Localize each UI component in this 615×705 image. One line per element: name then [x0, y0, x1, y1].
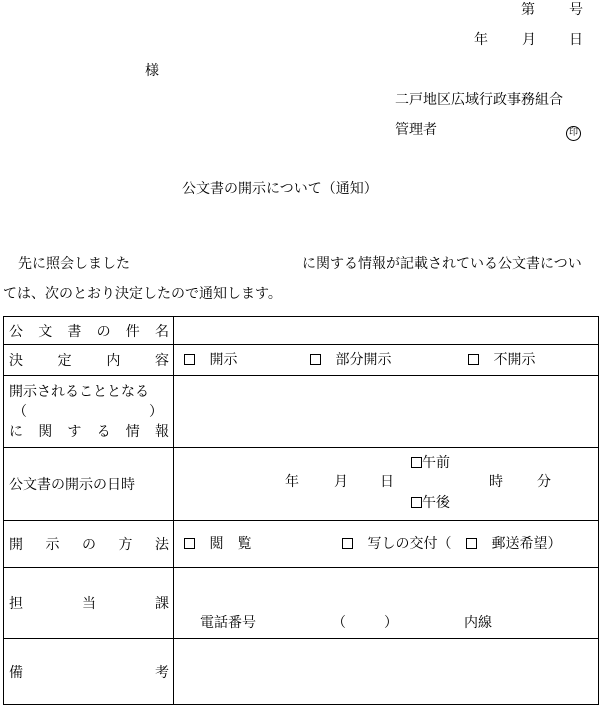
- info-label-line2: （ ）: [13, 403, 163, 420]
- row-datetime: [4, 448, 599, 521]
- value-remarks: [174, 639, 599, 705]
- org-name: 二戸地区広域行政事務組合: [395, 92, 563, 108]
- option-partial-disclose: 部分開示: [310, 351, 391, 369]
- am-checkbox[interactable]: [411, 457, 422, 468]
- datetime-hour: 時: [489, 474, 503, 490]
- label-info: [4, 376, 174, 448]
- seal-icon: 印: [566, 126, 581, 141]
- label-datetime: 公文書の開示の日時: [4, 448, 174, 521]
- phone-paren-open: （: [332, 615, 346, 631]
- mail-checkbox[interactable]: [466, 538, 477, 549]
- notice-title: 公文書の開示について（通知）: [182, 181, 378, 197]
- row-section: [4, 568, 599, 639]
- label-document-name: 公 文 書 の 件 名: [4, 317, 174, 345]
- option-copy: 写しの交付（: [342, 535, 451, 553]
- seal-mark: [566, 122, 581, 141]
- extension-label: 内線: [464, 615, 492, 631]
- label-remarks: 備 考: [4, 639, 174, 705]
- disclosure-table: [3, 316, 599, 705]
- value-datetime: [174, 448, 599, 521]
- value-document-name: [174, 317, 599, 345]
- disclose-checkbox[interactable]: [184, 354, 195, 365]
- row-info: [4, 376, 599, 448]
- date-month-label: 月: [522, 32, 536, 48]
- option-mail: 郵送希望）: [466, 535, 561, 553]
- datetime-day: 日: [380, 474, 394, 490]
- non-disclose-checkbox[interactable]: [468, 354, 479, 365]
- partial-disclose-checkbox[interactable]: [310, 354, 321, 365]
- value-section: [174, 568, 599, 639]
- manager-label: 管理者: [395, 122, 437, 138]
- body-line1-b: に関する情報が記載されている公文書につい: [302, 256, 582, 272]
- pm-checkbox[interactable]: [411, 497, 422, 508]
- value-method: [174, 521, 599, 568]
- phone-label: 電話番号: [200, 615, 256, 631]
- copy-checkbox[interactable]: [342, 538, 353, 549]
- option-disclose: 開示: [184, 351, 237, 369]
- value-info: [174, 376, 599, 448]
- option-am: 午前: [411, 454, 450, 472]
- view-checkbox[interactable]: [184, 538, 195, 549]
- body-line1-a: 先に照会しました: [18, 256, 130, 272]
- datetime-minute: 分: [537, 474, 551, 490]
- datetime-year: 年: [285, 474, 299, 490]
- datetime-month: 月: [334, 474, 348, 490]
- row-remarks: [4, 639, 599, 705]
- phone-paren-close: ）: [384, 615, 398, 631]
- number-dai: 第: [521, 2, 535, 18]
- date-year-label: 年: [474, 32, 488, 48]
- row-method: [4, 521, 599, 568]
- label-section: 担 当 課: [4, 568, 174, 639]
- addressee-sama: 様: [145, 63, 159, 79]
- number-go: 号: [569, 2, 583, 18]
- info-label-line3: に 関 す る 情 報: [9, 423, 169, 440]
- row-decision: [4, 345, 599, 376]
- label-method: 開 示 の 方 法: [4, 521, 174, 568]
- row-document-name: [4, 317, 599, 345]
- option-pm: 午後: [411, 494, 450, 512]
- option-view: 閲 覧: [184, 535, 251, 553]
- option-non-disclose: 不開示: [468, 351, 535, 369]
- value-decision: [174, 345, 599, 376]
- body-line2: ては、次のとおり決定したので通知します。: [3, 286, 282, 302]
- date-day-label: 日: [569, 32, 583, 48]
- label-decision: 決 定 内 容: [4, 345, 174, 376]
- info-label-line1: 開示されることとなる: [9, 383, 149, 400]
